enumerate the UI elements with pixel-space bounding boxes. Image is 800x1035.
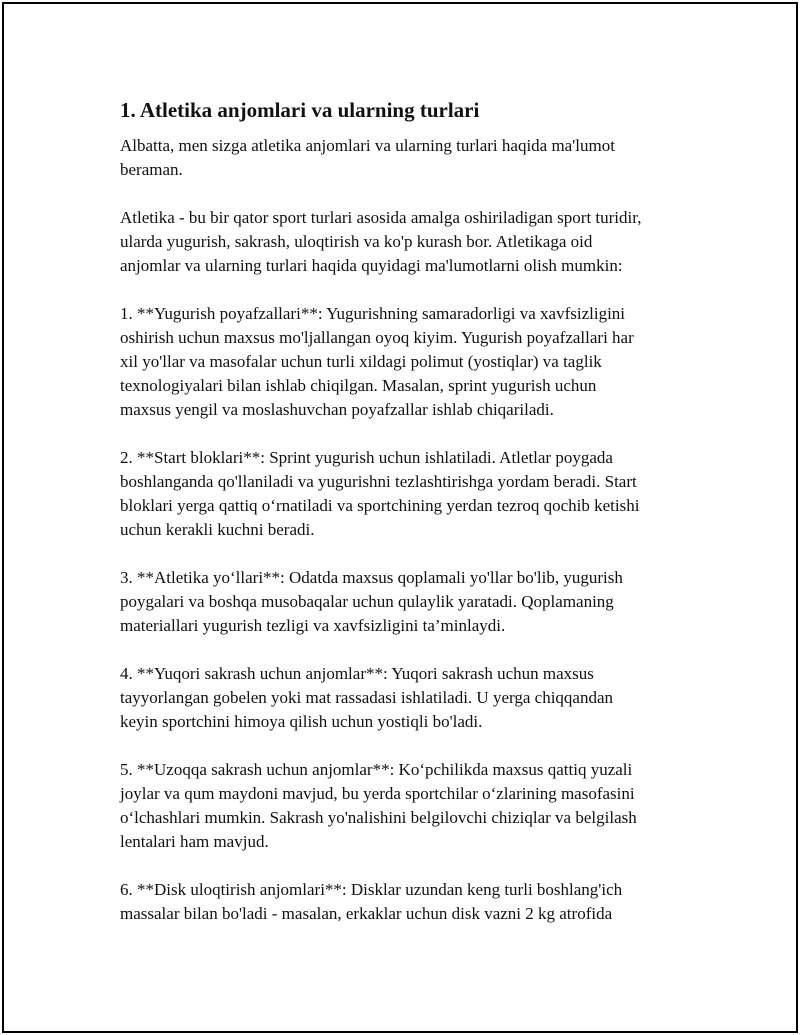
document-content (120, 96, 700, 950)
paragraph-item-4: 4. **Yuqori sakrash uchun anjomlar**: Yuqori sakrash uchun maxsus tayyorlangan gobelen yoki mat rassadasi ishlatiladi. U yerga chiqqandan keyin sportchini himoya qilish uchun yostiqli bo'ladi. (120, 664, 614, 731)
paragraph-item-2: 2. **Start bloklari**: Sprint yugurish uchun ishlatiladi. Atletlar poygada boshlanganda qo'llaniladi va yugurishni tezlashtirishga yordam beradi. Start bloklari yerga qattiq o‘rnatiladi va sportchining yerdan tezroq qochib ketishi uchun kerakli kuchni beradi. (120, 448, 640, 539)
document-heading: 1. Atletika anjomlari va ularning turlari (120, 98, 480, 122)
paragraph-intro: Albatta, men sizga atletika anjomlari va ularning turlari haqida ma'lumot beraman. (120, 136, 615, 179)
paragraph-item-6: 6. **Disk uloqtirish anjomlari**: Disklar uzundan keng turli boshlang'ich massalar bilan bo'ladi - masalan, erkaklar uchun disk vazni 2 kg atrofida (120, 880, 623, 923)
paragraph-item-3: 3. **Atletika yo‘llari**: Odatda maxsus qoplamali yo'llar bo'lib, yugurish poygalari va boshqa musobaqalar uchun qulaylik yaratadi. Qoplamaning materiallari yugurish tezligi va xavfsizligini ta’minlaydi. (120, 568, 623, 635)
paragraph-item-5: 5. **Uzoqqa sakrash uchun anjomlar**: Ko‘pchilikda maxsus qattiq yuzali joylar va qum maydoni mavjud, bu yerda sportchilar o‘zlarining masofasini o‘lchashlari mumkin. Sakrash yo'nalishini belgilovchi chiziqlar va belgilash lentalari ham mavjud. (120, 760, 637, 851)
paragraph-definition: Atletika - bu bir qator sport turlari asosida amalga oshiriladigan sport turidir, ularda yugurish, sakrash, uloqtirish va ko'p kurash bor. Atletikaga oid anjomlar va ularning turlari haqida quyidagi ma'lumotlarni olish mumkin: (120, 208, 642, 275)
paragraph-item-1: 1. **Yugurish poyafzallari**: Yugurishning samaradorligi va xavfsizligini oshirish uchun maxsus mo'ljallangan oyoq kiyim. Yugurish poyafzallari har xil yo'llar va masofalar uchun turli xildagi polimut (yostiqlar) va taglik texnologiyalari bilan ishlab chiqilgan. Masalan, sprint yugurish uchun maxsus yengil va moslashuvchan poyafzallar ishlab chiqariladi. (120, 304, 634, 419)
document-page (2, 2, 798, 1033)
